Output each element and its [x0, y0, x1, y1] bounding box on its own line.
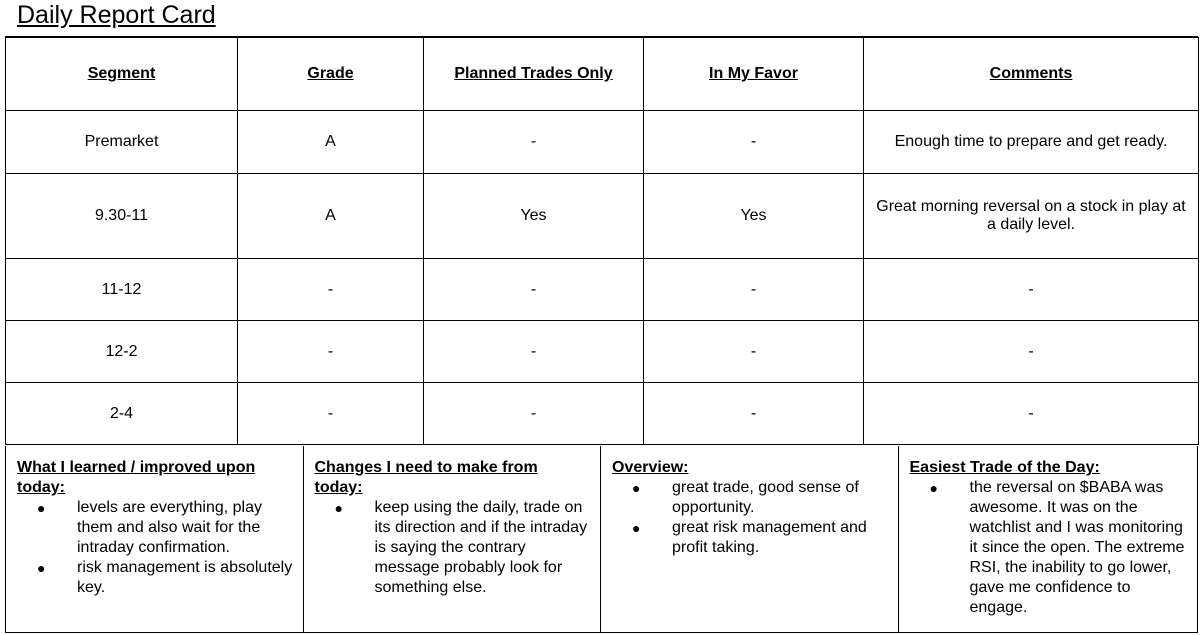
list-item — [632, 518, 888, 558]
bullet-icon: ● — [632, 480, 641, 496]
note-list — [612, 478, 888, 558]
header-grade: Grade — [238, 38, 424, 111]
list-item-text: great risk management and profit taking. — [672, 519, 867, 556]
list-item-text: great trade, good sense of opportunity. — [672, 479, 859, 516]
cell-planned: - — [424, 259, 644, 321]
note-list — [17, 498, 293, 598]
cell-comment: Great morning reversal on a stock in play at a daily level. — [864, 174, 1199, 259]
cell-grade: - — [238, 259, 424, 321]
report-table — [5, 37, 1199, 445]
list-item — [37, 498, 293, 558]
note-overview — [601, 446, 899, 632]
cell-favor: - — [644, 383, 864, 445]
note-heading: Changes I need to make from today: — [314, 459, 538, 496]
cell-planned: - — [424, 111, 644, 174]
list-item — [37, 558, 293, 598]
notes-section — [5, 446, 1198, 633]
table-row — [6, 111, 1199, 174]
bullet-icon: ● — [929, 480, 938, 496]
cell-favor: Yes — [644, 174, 864, 259]
list-item — [632, 478, 888, 518]
cell-comment: - — [864, 383, 1199, 445]
table-row — [6, 259, 1199, 321]
cell-favor: - — [644, 111, 864, 174]
cell-grade: - — [238, 383, 424, 445]
table-row — [6, 174, 1199, 259]
header-comments: Comments — [864, 38, 1199, 111]
cell-segment: 12-2 — [6, 321, 238, 383]
bullet-icon: ● — [37, 500, 46, 516]
header-in-my-favor: In My Favor — [644, 38, 864, 111]
cell-planned: - — [424, 383, 644, 445]
note-heading: Easiest Trade of the Day: — [909, 459, 1100, 476]
note-easiest-trade — [899, 446, 1198, 632]
note-heading: What I learned / improved upon today: — [17, 459, 256, 496]
note-list — [315, 498, 591, 598]
cell-favor: - — [644, 259, 864, 321]
list-item-text: the reversal on $BABA was awesome. It was on the watchlist and I was monitoring it since the open. The extreme RSI, the inability to go lower, gave me confidence to engage. — [969, 479, 1185, 616]
note-changes — [304, 446, 602, 632]
cell-planned: - — [424, 321, 644, 383]
list-item-text: risk management is absolutely key. — [77, 559, 293, 596]
bullet-icon: ● — [37, 560, 46, 576]
cell-favor: - — [644, 321, 864, 383]
cell-grade: A — [238, 111, 424, 174]
cell-segment: 2-4 — [6, 383, 238, 445]
note-list — [910, 478, 1188, 618]
bullet-icon: ● — [632, 520, 641, 536]
table-row — [6, 383, 1199, 445]
cell-comment: - — [864, 321, 1199, 383]
cell-comment: Enough time to prepare and get ready. — [864, 111, 1199, 174]
cell-planned: Yes — [424, 174, 644, 259]
cell-comment: - — [864, 259, 1199, 321]
note-heading: Overview: — [612, 459, 689, 476]
cell-segment: 11-12 — [6, 259, 238, 321]
list-item-text: keep using the daily, trade on its direction and if the intraday is saying the contrary message probably look for something else. — [374, 499, 588, 596]
header-planned-trades: Planned Trades Only — [424, 38, 644, 111]
cell-grade: A — [238, 174, 424, 259]
header-segment: Segment — [6, 38, 238, 111]
list-item — [929, 478, 1188, 618]
list-item-text: levels are everything, play them and also wait for the intraday confirmation. — [77, 499, 262, 556]
table-row — [6, 321, 1199, 383]
cell-grade: - — [238, 321, 424, 383]
bullet-icon: ● — [334, 500, 343, 516]
note-learned — [6, 446, 304, 632]
cell-segment: Premarket — [6, 111, 238, 174]
table-header-row — [6, 38, 1199, 111]
page-title: Daily Report Card — [17, 1, 216, 29]
cell-segment: 9.30-11 — [6, 174, 238, 259]
list-item — [334, 498, 591, 598]
